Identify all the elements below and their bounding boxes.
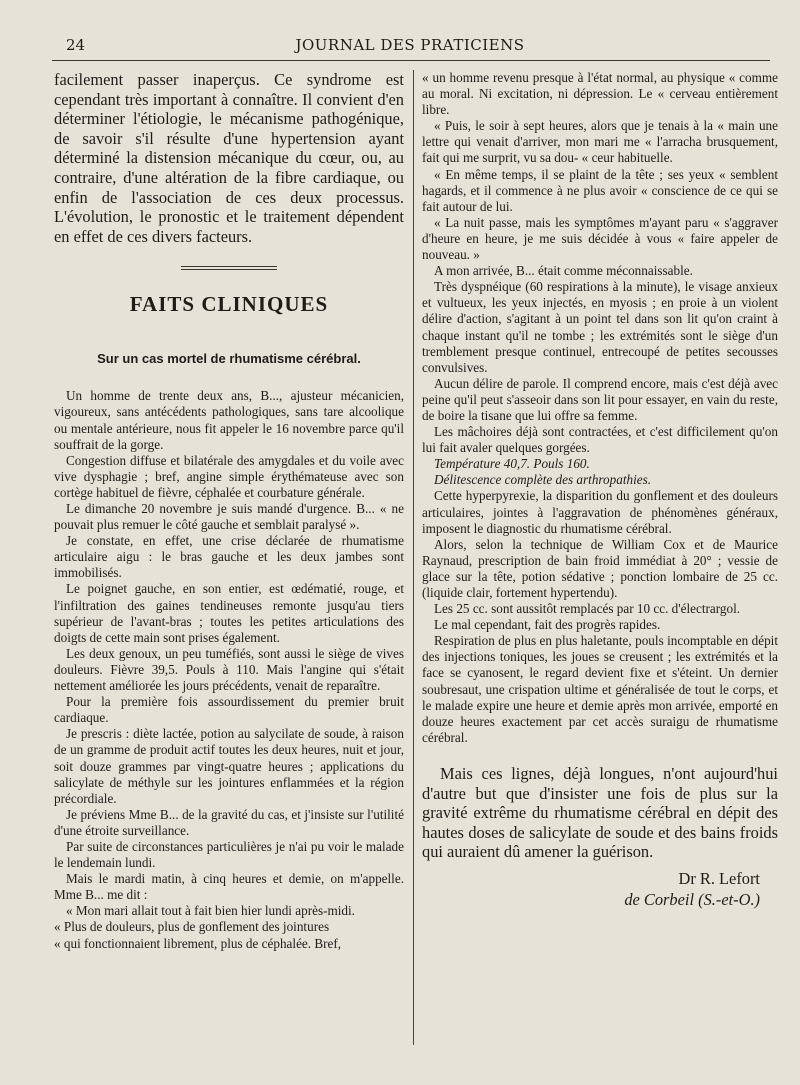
closing-paragraph: Mais ces lignes, déjà longues, n'ont aujourd'hui d'autre but que d'insister une fois de plus sur la gravité extrême du rhumatisme cérébral en dépit des hautes doses de salicylate de soude et des bains froids qui auraient dû amener la guérison.: [422, 763, 778, 862]
quote-paragraph: « En même temps, il se plaint de la tête ; ses yeux « semblent hagards, et il commence à ne plus avoir « conscience de ce qui se fait autour de lui.: [422, 166, 778, 214]
body-paragraph: Les 25 cc. sont aussitôt remplacés par 10 cc. d'électrargol.: [434, 601, 741, 617]
article-title: Sur un cas mortel de rhumatisme cérébral.: [97, 351, 361, 367]
body-paragraph: Respiration de plus en plus haletante, pouls incomptable en dépit des injections toniques, les joues se creusent ; les extrémités et la face se cyanosent, le regard devient fixe et s'éteint. Un dernier soubresaut, une crispation ultime et généralisée de tout le corps, et le malade expire une heure et demie après mon arrivée, emporté en douze heures exactement par cet accès suraigu de rhumatisme cérébral.: [422, 633, 778, 745]
body-paragraph: Par suite de circonstances particulières je n'ai pu voir le malade le lendemain lundi.: [54, 838, 404, 871]
body-paragraph: Alors, selon la technique de William Cox et de Maurice Raynaud, prescription de bain froid immédiat à 20° ; vessie de glace sur la tête, potion sédative ; ponction lombaire de 25 cc. (liquide clair, fortement hypertendu).: [422, 536, 778, 600]
quote-line: « Plus de douleurs, plus de gonflement des jointures: [54, 919, 330, 935]
body-paragraph: Pour la première fois assourdissement du premier bruit cardiaque.: [54, 694, 404, 726]
body-paragraph: Aucun délire de parole. Il comprend encore, mais c'est déjà avec peine qu'il peut s'asseoir dans son lit pour essayer, en vain du reste, de boire la tisane que lui offre sa femme.: [422, 375, 778, 423]
quote-line: « Mon mari allait tout à fait bien hier lundi après-midi.: [66, 903, 355, 919]
left-column: [54, 70, 404, 952]
journal-title: JOURNAL DES PRATICIENS: [295, 36, 525, 54]
body-paragraph: Je préviens Mme B... de la gravité du cas, et j'insiste sur l'utilité d'une étroite surveillance.: [54, 806, 404, 838]
body-paragraph: Le poignet gauche, en son entier, est œdématié, rouge, et l'infiltration des gaines tendineuses remonte jusqu'au tiers supérieur de l'avant-bras ; toutes les petites articulations des doigts de cette main sont prises également.: [54, 581, 404, 645]
author-place: de Corbeil (S.-et-O.): [624, 889, 760, 909]
body-paragraph: Congestion diffuse et bilatérale des amygdales et du voile avec vive dysphagie ; bref, angine simple érythémateuse avec son cortège habituel de fièvre, céphalée et courbature générale.: [54, 452, 404, 500]
right-column: [422, 70, 778, 910]
body-paragraph: Je constate, en effet, une crise déclarée de rhumatisme articulaire aigu : le bras gauche et les deux jambes sont immobilisés.: [54, 533, 404, 581]
body-paragraph: Le mal cependant, fait des progrès rapides.: [434, 617, 661, 633]
body-paragraph: Mais le mardi matin, à cinq heures et demie, on m'appelle. Mme B... me dit :: [54, 871, 404, 903]
body-paragraph: Cette hyperpyrexie, la disparition du gonflement et des douleurs articulaires, jointes à l'aggravation de phénomènes généraux, imposent le diagnostic du rhumatisme cérébral.: [422, 488, 778, 536]
body-paragraph: Les mâchoires déjà sont contractées, et c'est difficilement qu'on lui fait avaler quelques gorgées.: [422, 424, 778, 456]
quote-paragraph: « un homme revenu presque à l'état normal, au physique « comme au moral. Ni excitation, ni dépression. Le « cerveau entièrement libre.: [422, 70, 778, 118]
body-paragraph: Je prescris : diète lactée, potion au salycilate de soude, à raison de un gramme de produit actif toutes les deux heures, nuit et jour, soit douze grammes par vingt-quatre heures ; applications du salicylate de méthyle sur les jointures enflammées et la région précordiale.: [54, 726, 404, 806]
quote-line: « qui fonctionnaient librement, plus de céphalée. Bref,: [54, 935, 342, 951]
quote-paragraph: « Puis, le soir à sept heures, alors que je tenais à la « main une lettre qui venait d'arriver, mon mari me « l'arracha brusquement, fait qui me surprit, vu sa dou- « ceur habituelle.: [422, 118, 778, 166]
author-name: Dr R. Lefort: [678, 868, 760, 888]
intro-paragraph: facilement passer inaperçus. Ce syndrome est cependant très important à connaître. Il convient d'en déterminer l'étiologie, le mécanisme pathogénique, de savoir s'il résulte d'une hypertension ayant déterminé la distension mécanique du cœur, ou, au contraire, d'une altération de la fibre cardiaque, ou enfin de l'association de ces deux processus. L'évolution, le pronostic et le traitement dépendent en effet de ces divers facteurs.: [54, 70, 404, 246]
body-paragraph: Un homme de trente deux ans, B..., ajusteur mécanicien, vigoureux, sans antécédents pathologiques, sans tare alcoolique ou mentale antérieure, nous fit appeler le 16 novembre parce qu'il souffrait de la gorge.: [54, 388, 404, 452]
temperature-line: Température 40,7. Pouls 160.: [434, 456, 590, 472]
body-paragraph: Le dimanche 20 novembre je suis mandé d'urgence. B... « ne pouvait plus remuer le côté gauche et semblait paralysé ».: [54, 501, 404, 533]
section-title: FAITS CLINIQUES: [129, 292, 329, 317]
page-number: 24: [66, 36, 86, 54]
header-rule: [52, 60, 770, 61]
page-header: [50, 36, 770, 58]
body-paragraph: Les deux genoux, un peu tuméfiés, sont aussi le siège de vives douleurs. Fièvre 39,5. Pouls à 110. Mais l'angine qui s'était nettement améliorée les jours précédents, venait de reparaître.: [54, 645, 404, 694]
body-paragraph: Très dyspnéique (60 respirations à la minute), le visage anxieux et vultueux, les yeux injectés, en myosis ; en proie à un violent délire d'action, s'agitant à un point tel dans son lit qu'on craint à chaque instant qu'il ne tombe ; les extrémités sont le siège d'un tremblement presque continuel, entrecoupé de petites secousses convulsives.: [422, 279, 778, 375]
delitescence-line: Délitescence complète des arthropathies.: [434, 472, 652, 488]
quote-paragraph: « La nuit passe, mais les symptômes m'ayant paru « s'aggraver d'heure en heure, je me suis décidée à vous « faire appeler de nouveau. »: [422, 214, 778, 263]
body-paragraph: A mon arrivée, B... était comme méconnaissable.: [434, 263, 693, 279]
column-divider: [413, 70, 414, 1045]
section-separator: [181, 266, 277, 270]
